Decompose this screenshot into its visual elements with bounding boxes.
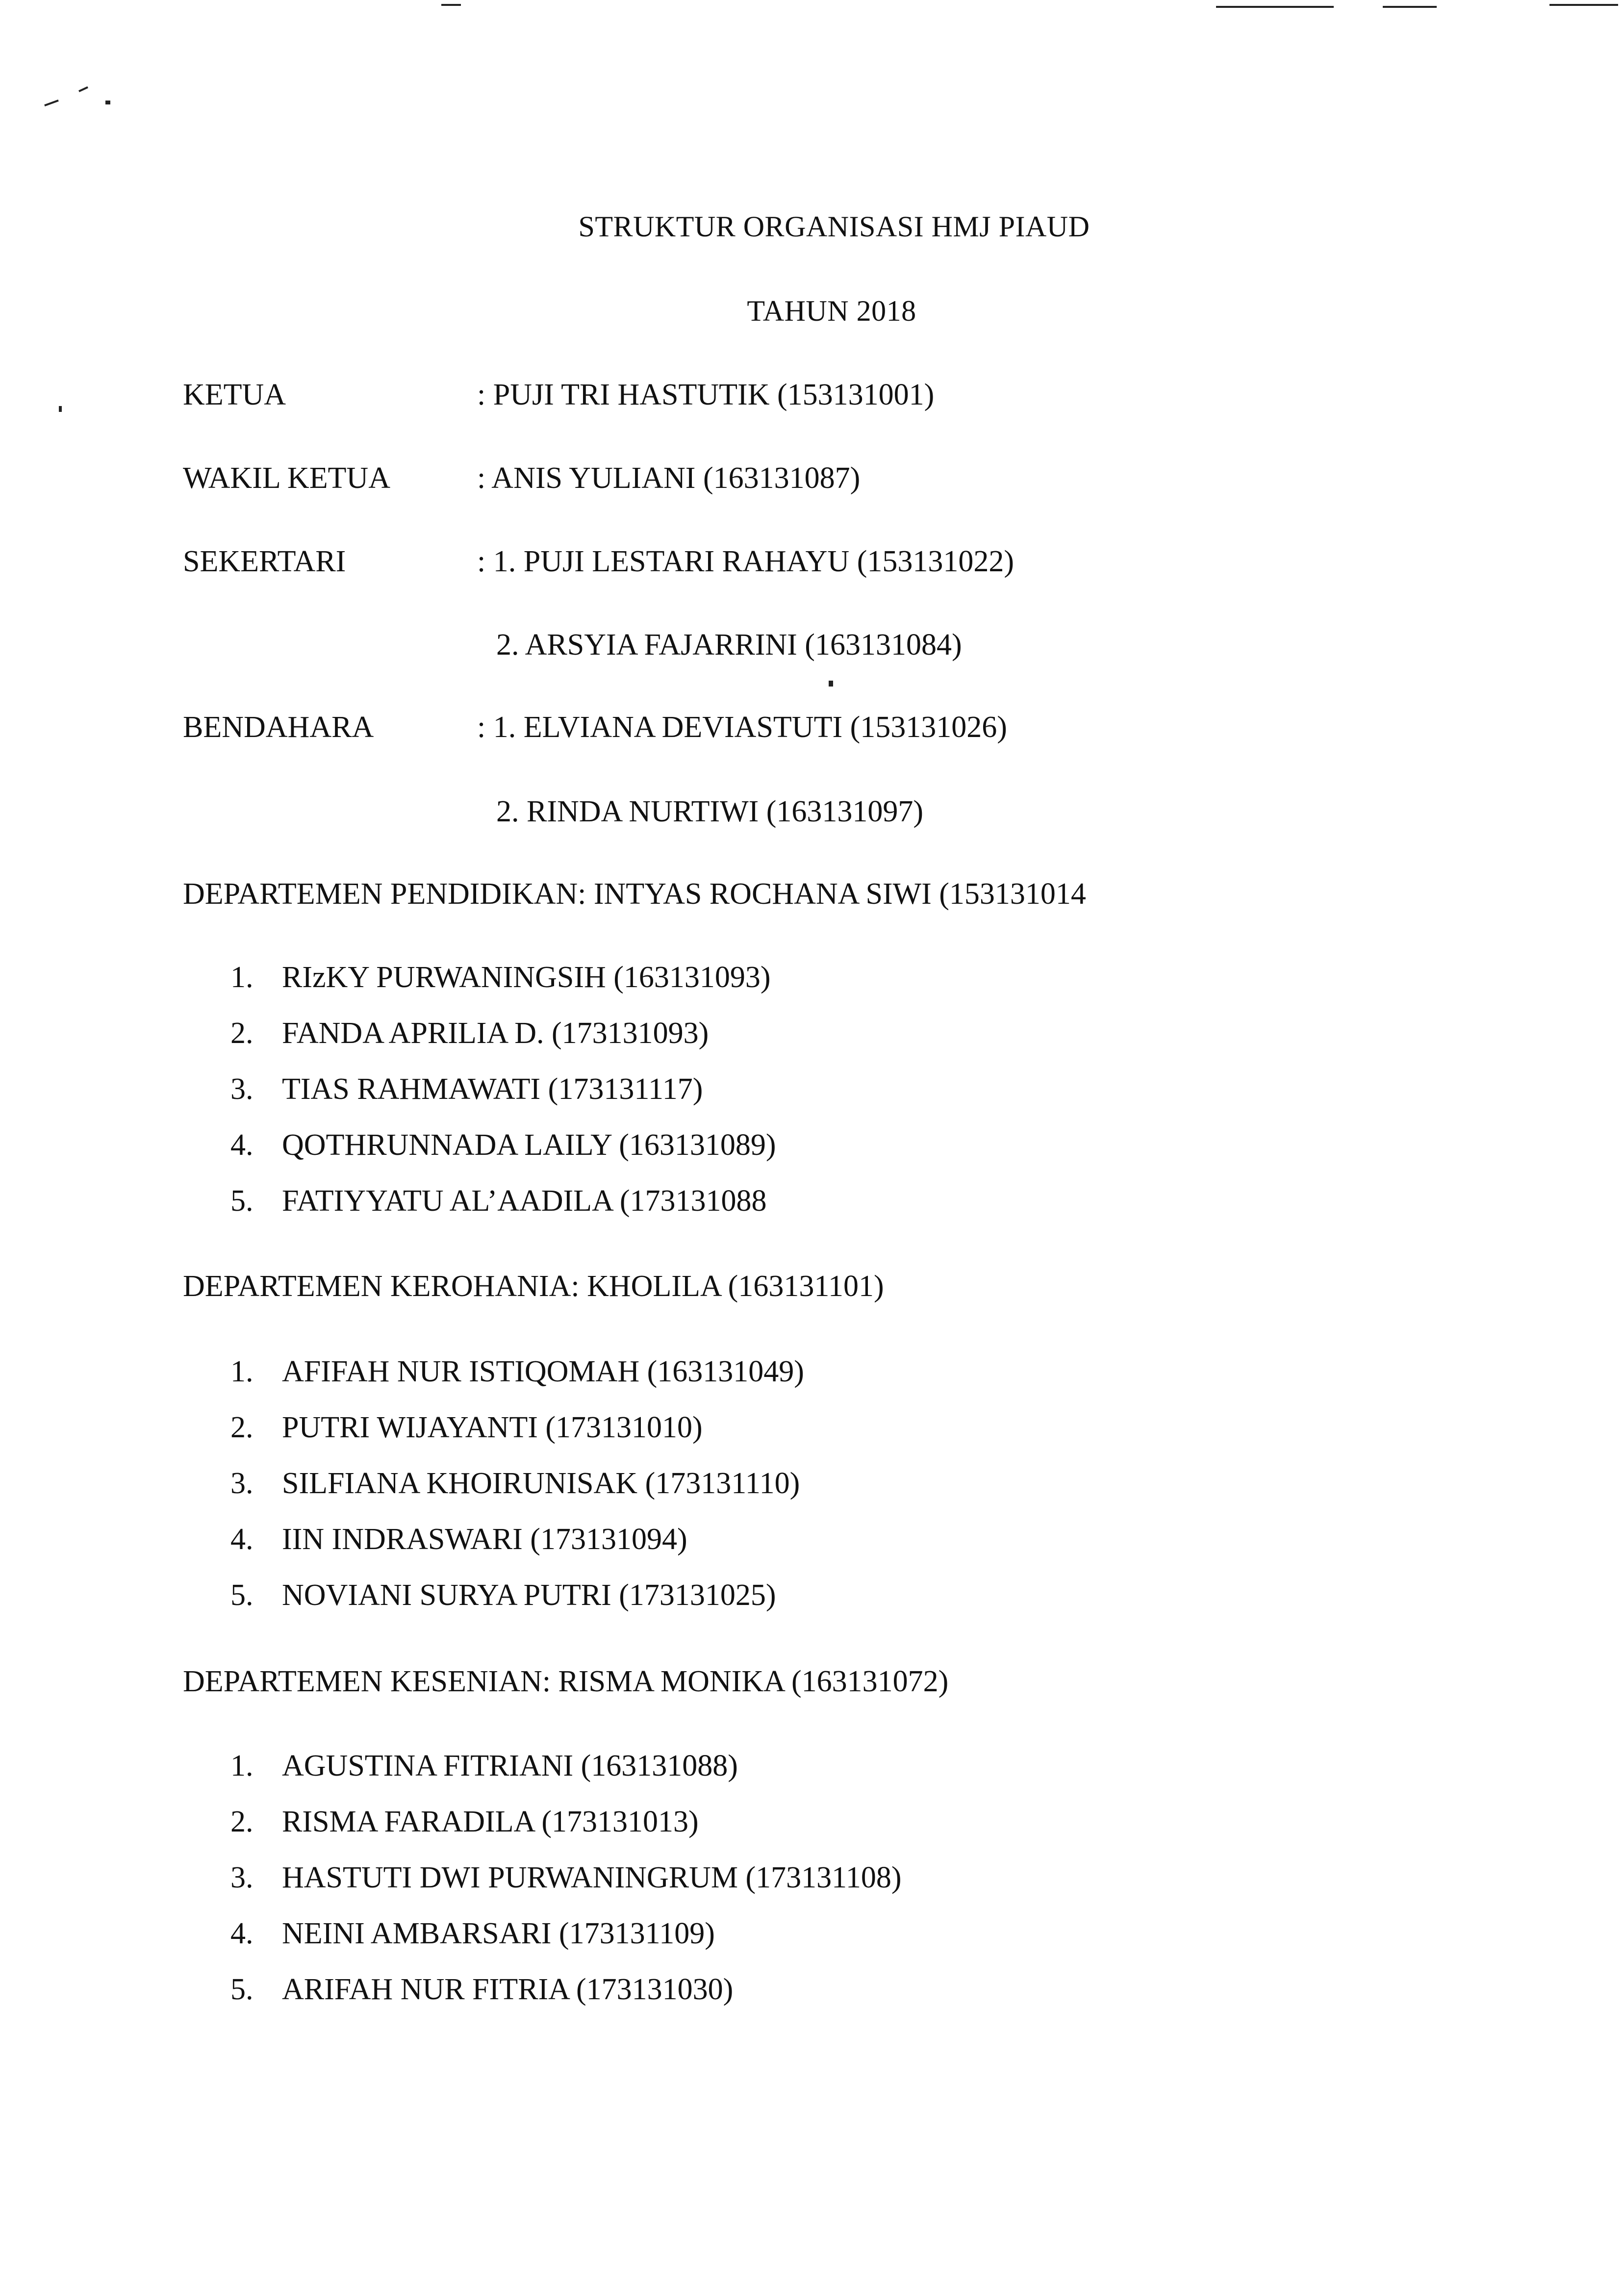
list-item bbox=[230, 1072, 703, 1107]
list-item bbox=[230, 1184, 767, 1219]
officer-value: : ANIS YULIANI (163131087) bbox=[477, 461, 861, 495]
scan-mark bbox=[44, 100, 59, 106]
item-name: QOTHRUNNADA LAILY (163131089) bbox=[282, 1128, 776, 1162]
item-number: 1. bbox=[230, 1355, 254, 1388]
item-number: 2. bbox=[230, 1411, 254, 1444]
item-number: 4. bbox=[230, 1128, 254, 1162]
item-name: HASTUTI DWI PURWANINGRUM (173131108) bbox=[282, 1861, 902, 1894]
list-item bbox=[230, 960, 771, 995]
item-name: FANDA APRILIA D. (173131093) bbox=[282, 1017, 709, 1050]
officer-value: : 1. ELVIANA DEVIASTUTI (153131026) bbox=[477, 711, 1007, 744]
list-item bbox=[230, 1522, 687, 1557]
officer-label: BENDAHARA bbox=[183, 711, 374, 744]
item-name: AFIFAH NUR ISTIQOMAH (163131049) bbox=[282, 1355, 804, 1388]
department-heading: DEPARTEMEN KESENIAN: RISMA MONIKA (163131072) bbox=[183, 1665, 949, 1698]
item-name: FATIYYATU AL’AADILA (173131088 bbox=[282, 1184, 767, 1218]
item-name: TIAS RAHMAWATI (173131117) bbox=[282, 1072, 703, 1106]
document-year: TAHUN 2018 bbox=[747, 295, 916, 327]
item-number: 2. bbox=[230, 1805, 254, 1838]
item-number: 3. bbox=[230, 1861, 254, 1894]
department-heading: DEPARTEMEN PENDIDIKAN: INTYAS ROCHANA SIWI (153131014 bbox=[183, 877, 1086, 911]
officer-value: : 1. PUJI LESTARI RAHAYU (153131022) bbox=[477, 545, 1014, 578]
item-number: 4. bbox=[230, 1523, 254, 1556]
item-name: SILFIANA KHOIRUNISAK (173131110) bbox=[282, 1467, 800, 1500]
list-item bbox=[230, 1916, 715, 1951]
list-item bbox=[230, 1016, 709, 1051]
list-item bbox=[230, 1972, 733, 2007]
officer-bendahara-second: 2. RINDA NURTIWI (163131097) bbox=[496, 795, 924, 828]
item-number: 2. bbox=[230, 1017, 254, 1050]
scan-mark bbox=[829, 681, 833, 687]
list-item bbox=[230, 1128, 776, 1163]
item-number: 5. bbox=[230, 1973, 254, 2006]
item-name: NEINI AMBARSARI (173131109) bbox=[282, 1917, 715, 1950]
scan-mark bbox=[1549, 4, 1618, 6]
item-name: AGUSTINA FITRIANI (163131088) bbox=[282, 1749, 738, 1782]
officer-ketua bbox=[183, 378, 934, 412]
item-name: RISMA FARADILA (173131013) bbox=[282, 1805, 699, 1838]
officer-label: SEKERTARI bbox=[183, 545, 346, 578]
officer-sekertari bbox=[183, 544, 1014, 579]
list-item bbox=[230, 1749, 738, 1783]
item-number: 3. bbox=[230, 1072, 254, 1106]
item-name: ARIFAH NUR FITRIA (173131030) bbox=[282, 1973, 734, 2006]
scan-mark bbox=[59, 406, 62, 412]
list-item bbox=[230, 1805, 699, 1839]
scan-mark bbox=[441, 4, 461, 6]
department-heading: DEPARTEMEN KEROHANIA: KHOLILA (163131101) bbox=[183, 1270, 884, 1303]
list-item bbox=[230, 1466, 800, 1501]
list-item bbox=[230, 1860, 901, 1895]
list-item bbox=[230, 1578, 776, 1613]
officer-label: KETUA bbox=[183, 378, 286, 411]
officer-sekertari-second: 2. ARSYIA FAJARRINI (163131084) bbox=[496, 628, 962, 662]
scan-mark bbox=[1383, 6, 1437, 8]
document-title: STRUKTUR ORGANISASI HMJ PIAUD bbox=[578, 210, 1090, 243]
item-number: 5. bbox=[230, 1184, 254, 1218]
item-number: 1. bbox=[230, 1749, 254, 1782]
item-number: 5. bbox=[230, 1578, 254, 1612]
officer-label: WAKIL KETUA bbox=[183, 461, 390, 495]
item-number: 1. bbox=[230, 961, 254, 994]
scan-mark bbox=[78, 86, 88, 92]
list-item bbox=[230, 1410, 703, 1445]
officer-wakil-ketua bbox=[183, 461, 860, 496]
officer-bendahara bbox=[183, 710, 1007, 745]
scan-mark bbox=[105, 101, 110, 104]
item-name: IIN INDRASWARI (173131094) bbox=[282, 1523, 687, 1556]
scan-mark bbox=[1216, 6, 1334, 8]
item-number: 4. bbox=[230, 1917, 254, 1950]
item-name: NOVIANI SURYA PUTRI (173131025) bbox=[282, 1578, 776, 1612]
item-name: PUTRI WIJAYANTI (173131010) bbox=[282, 1411, 703, 1444]
officer-value: : PUJI TRI HASTUTIK (153131001) bbox=[477, 378, 935, 411]
list-item bbox=[230, 1354, 804, 1389]
item-number: 3. bbox=[230, 1467, 254, 1500]
item-name: RIzKY PURWANINGSIH (163131093) bbox=[282, 961, 771, 994]
